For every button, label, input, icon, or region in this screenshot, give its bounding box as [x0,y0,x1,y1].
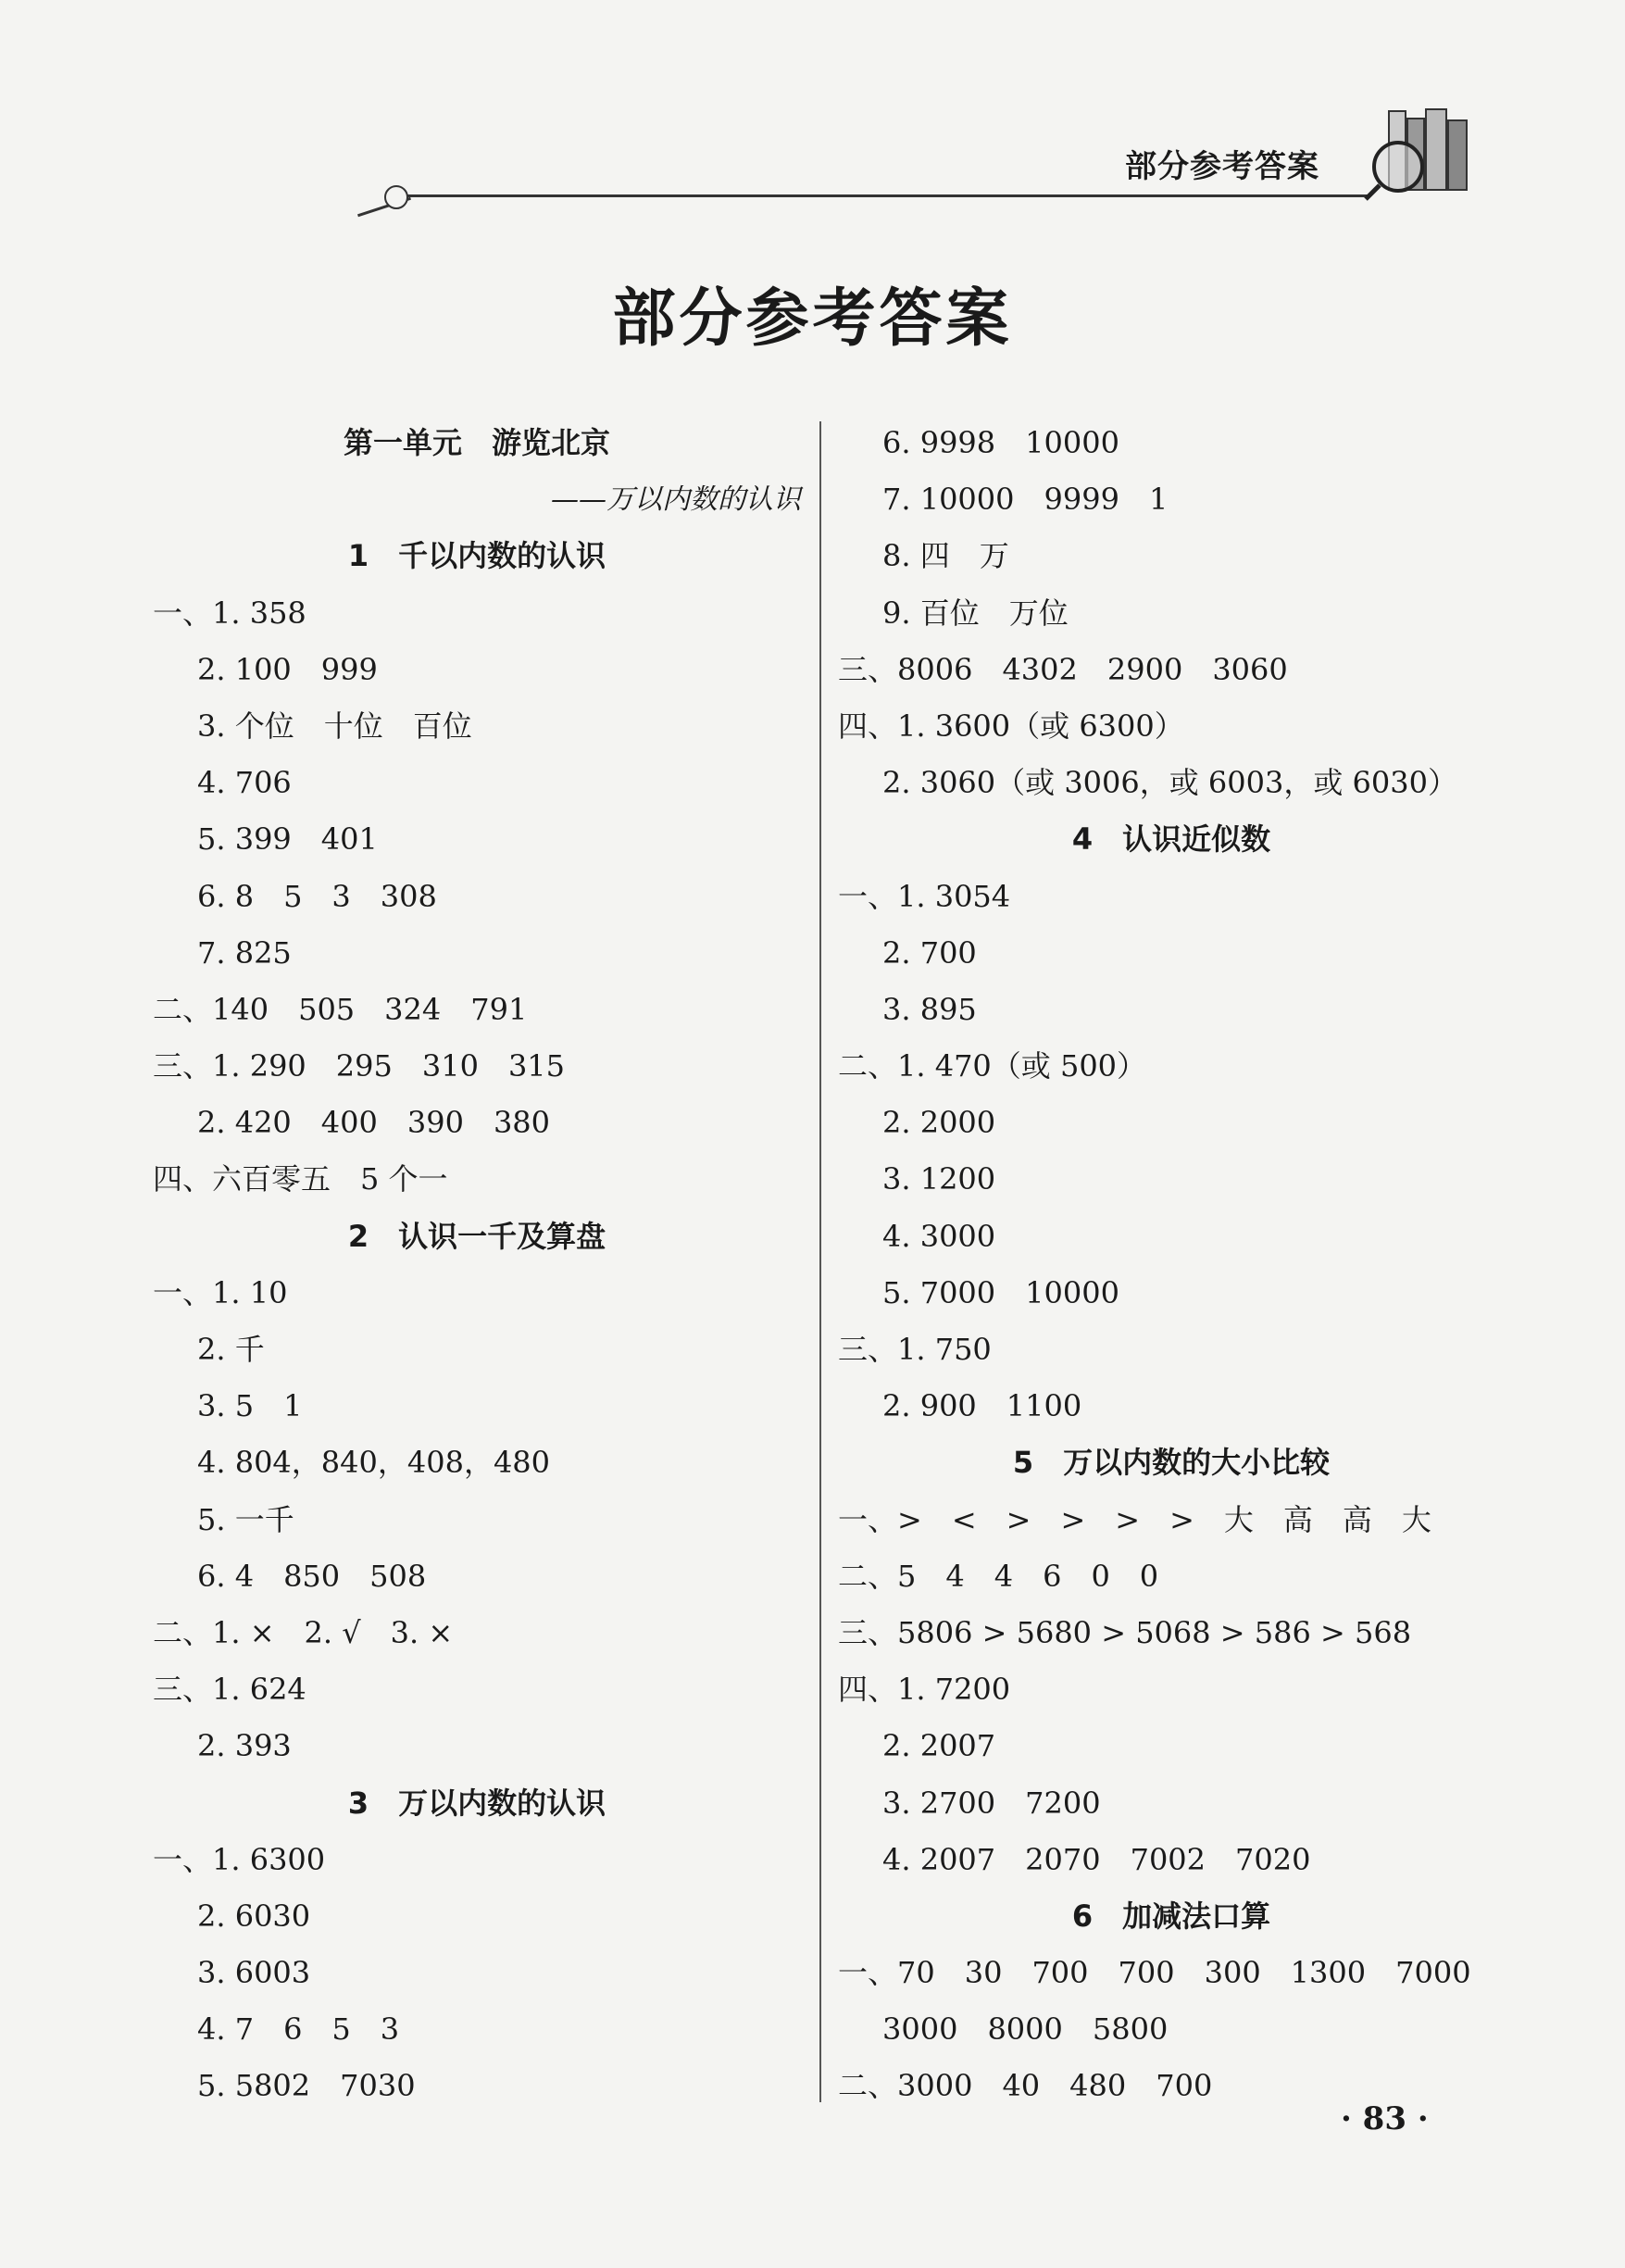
right-column [838,415,1505,2115]
answer-line: 二、5 4 4 6 0 0 [838,1558,1159,1594]
page-title: 部分参考答案 [612,282,1013,356]
answer-line: 2. 3060（或 3006，或 6003，或 6030） [882,765,1457,801]
answer-line: 6. 4 850 508 [197,1558,427,1594]
answer-line: 四、六百零五 5 个一 [153,1161,448,1197]
answer-line: 3. 6003 [197,1955,311,1991]
answer-line: 2. 420 400 390 380 [197,1105,551,1141]
answer-line: 四、1. 3600（或 6300） [838,708,1184,744]
answer-line: 三、1. 290 295 310 315 [153,1048,566,1084]
answer-line: 二、1. 470（或 500） [838,1048,1147,1084]
answer-line: 三、1. 750 [838,1332,992,1367]
column-divider [819,421,821,2102]
answer-line: 3. 2700 7200 [882,1785,1101,1821]
answer-line: 7. 825 [197,934,292,971]
answer-line: 3. 1200 [882,1161,996,1197]
answer-line: 6. 8 5 3 308 [197,878,437,914]
answer-line: 5. 一千 [197,1501,294,1537]
answer-line: 2. 393 [197,1728,292,1764]
answer-line: 一、1. 358 [153,595,306,631]
header-rule [407,194,1370,197]
answer-line: 2. 2007 [882,1728,996,1764]
answer-line: 9. 百位 万位 [882,595,1069,631]
section-subtitle: ——万以内数的认识 [551,483,801,517]
answer-line: 二、3000 40 480 700 [838,2068,1213,2104]
answer-line: 三、1. 624 [153,1672,306,1708]
answer-line: 3. 5 1 [197,1388,303,1424]
answer-line: 4. 706 [197,765,292,801]
answer-line: 三、8006 4302 2900 3060 [838,651,1288,687]
answer-line: 一、1. 10 [153,1274,288,1310]
answer-line: 5. 7000 10000 [882,1274,1119,1310]
answer-line: 4. 2007 2070 7002 7020 [882,1841,1311,1877]
section-heading: 5 万以内数的大小比较 [1012,1445,1331,1481]
answer-line: 5. 399 401 [197,821,378,858]
answer-line: 四、1. 7200 [838,1672,1011,1708]
header-label: 部分参考答案 [1125,148,1319,185]
books-magnifier-icon [1361,102,1481,204]
section-heading: 2 认识一千及算盘 [347,1218,606,1254]
answer-line: 2. 700 [882,934,977,971]
answer-line: 5. 5802 7030 [197,2068,416,2104]
answer-line: 4. 7 6 5 3 [197,2011,400,2048]
answer-line: 8. 四 万 [882,538,1009,574]
answer-line: 二、1. × 2. √ 3. × [153,1614,454,1650]
page-number: · 83 · [1341,2100,1429,2137]
answer-line: 二、140 505 324 791 [153,991,528,1027]
section-heading: 第一单元 游览北京 [343,425,610,460]
answer-line: 3. 个位 十位 百位 [197,708,472,744]
answer-line: 一、1. 6300 [153,1841,326,1877]
answer-line: 4. 804，840，408，480 [197,1445,551,1481]
answer-line: 2. 6030 [197,1898,311,1934]
answer-line: 6. 9998 10000 [882,425,1119,460]
answer-line: 3. 895 [882,991,977,1027]
answer-line: 2. 2000 [882,1105,996,1141]
section-heading: 1 千以内数的认识 [347,538,606,574]
section-heading: 6 加减法口算 [1071,1898,1271,1934]
answer-line: 一、> < > > > > 大 高 高 大 [838,1501,1431,1537]
answer-line: 7. 10000 9999 1 [882,482,1169,518]
left-column [153,415,801,2115]
answer-line: 2. 100 999 [197,651,378,687]
answer-line: 4. 3000 [882,1218,996,1254]
answer-line: 2. 900 1100 [882,1388,1082,1424]
header-dot [384,185,408,209]
answer-line: 一、1. 3054 [838,878,1011,914]
section-heading: 4 认识近似数 [1071,821,1271,858]
answer-line: 2. 千 [197,1332,265,1367]
answer-line: 三、5806 > 5680 > 5068 > 586 > 568 [838,1614,1412,1650]
answer-line: 一、70 30 700 700 300 1300 7000 [838,1955,1471,1991]
section-heading: 3 万以内数的认识 [347,1785,606,1821]
answer-line: 3000 8000 5800 [882,2011,1169,2048]
